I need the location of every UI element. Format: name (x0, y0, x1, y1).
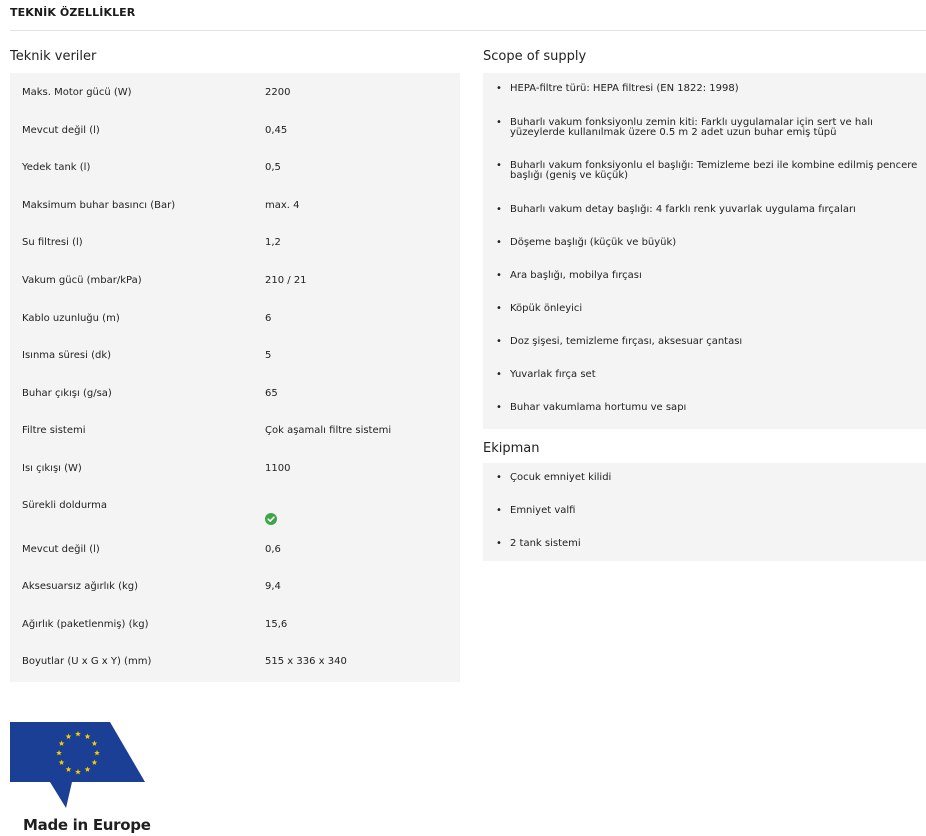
list-item (483, 226, 926, 259)
bullet-icon: • (496, 303, 502, 314)
technical-data-heading: Teknik veriler (10, 49, 97, 64)
table-row (10, 450, 460, 488)
row-label: Maksimum buhar basıncı (Bar) (22, 199, 176, 211)
list-item-text: Ara başlığı, mobilya fırçası (510, 270, 642, 281)
list-item-text: Buharlı vakum fonksiyonlu el başlığı: Temizleme bezi ile kombine edilmiş pencere başlığı (geniş ve küçük) (510, 160, 918, 181)
list-item (483, 151, 926, 193)
row-label: Isı çıkışı (W) (22, 462, 82, 474)
row-label: Boyutlar (U x G x Y) (mm) (22, 656, 152, 668)
row-label: Isınma süresi (dk) (22, 350, 112, 362)
bullet-icon: • (496, 83, 502, 94)
row-value: 6 (265, 312, 272, 324)
technical-data-section (10, 49, 460, 682)
table-row (10, 337, 460, 375)
table-row (10, 187, 460, 225)
list-item-text: Buhar vakumlama hortumu ve sapı (510, 402, 687, 413)
row-value: 0,45 (265, 124, 288, 136)
list-item-text: Döşeme başlığı (küçük ve büyük) (510, 237, 677, 248)
row-value: 65 (265, 387, 278, 399)
list-item (483, 391, 926, 429)
row-label: Su filtresi (l) (22, 237, 83, 249)
table-row (10, 262, 460, 300)
row-label: Mevcut değil (l) (22, 124, 100, 136)
table-row (10, 300, 460, 338)
row-label: Buhar çıkışı (g/sa) (22, 387, 112, 399)
equipment-list (483, 463, 926, 561)
list-item-text: Buharlı vakum detay başlığı: 4 farklı renk yuvarlak uygulama fırçaları (510, 204, 856, 215)
list-item (483, 496, 926, 529)
table-row (10, 643, 460, 681)
bullet-icon: • (496, 117, 502, 128)
row-value: 9,4 (265, 581, 281, 593)
row-value: 5 (265, 350, 272, 362)
table-row (10, 74, 460, 112)
list-item (483, 259, 926, 292)
table-row (10, 149, 460, 187)
list-item (483, 193, 926, 226)
table-row (10, 488, 460, 531)
list-item (483, 73, 926, 106)
scope-of-supply-section (483, 49, 926, 429)
table-row (10, 531, 460, 569)
row-value: 2200 (265, 87, 291, 98)
equipment-heading: Ekipman (483, 441, 540, 456)
technical-data-table (10, 73, 460, 682)
bullet-icon: • (496, 160, 502, 171)
row-value: 210 / 21 (265, 274, 307, 286)
row-value: 1,2 (265, 237, 281, 249)
table-row (10, 375, 460, 413)
list-item-text: 2 tank sistemi (510, 538, 581, 549)
table-row (10, 112, 460, 150)
row-value: 515 x 336 x 340 (265, 656, 347, 668)
row-label: Yedek tank (l) (22, 162, 91, 174)
check-circle-icon (265, 513, 277, 525)
bullet-icon: • (496, 538, 502, 549)
list-item (483, 358, 926, 391)
made-in-europe-label: Made in Europe (23, 816, 151, 834)
row-label: Ağırlık (paketlenmiş) (kg) (22, 618, 149, 630)
scope-of-supply-heading: Scope of supply (483, 49, 587, 64)
bullet-icon: • (496, 270, 502, 281)
list-item-text: HEPA-filtre türü: HEPA filtresi (EN 1822: 1998) (510, 83, 739, 94)
row-value: 0,5 (265, 162, 281, 174)
bullet-icon: • (496, 336, 502, 347)
row-value: Çok aşamalı filtre sistemi (265, 425, 392, 437)
row-label: Vakum gücü (mbar/kPa) (22, 274, 142, 286)
row-label: Aksesuarsız ağırlık (kg) (22, 581, 139, 593)
list-item (483, 292, 926, 325)
bullet-icon: • (496, 204, 502, 215)
list-item (483, 529, 926, 561)
table-row (10, 412, 460, 450)
page-title: TEKNİK ÖZELLİKLER (10, 6, 136, 19)
row-label: Filtre sistemi (22, 425, 86, 437)
table-row (10, 568, 460, 606)
row-label: Sürekli doldurma (22, 499, 107, 511)
list-item (483, 325, 926, 358)
list-item-text: Yuvarlak fırça set (510, 369, 596, 380)
row-value: 15,6 (265, 618, 288, 630)
bullet-icon: • (496, 472, 502, 483)
table-row (10, 606, 460, 644)
list-item-text: Köpük önleyici (510, 303, 583, 314)
row-label: Kablo uzunluğu (m) (22, 312, 120, 324)
list-item-text: Emniyet valfi (510, 505, 576, 516)
list-item-text: Buharlı vakum fonksiyonlu zemin kiti: Farklı uygulamalar için sert ve halı yüzeylerde kullanılmak üzere 0.5 m 2 adet uzun buhar emiş tüpü (510, 117, 873, 138)
table-row (10, 224, 460, 262)
bullet-icon: • (496, 505, 502, 516)
row-value: 0,6 (265, 543, 281, 555)
list-item (483, 463, 926, 496)
row-value: 1100 (265, 462, 291, 474)
row-label: Maks. Motor gücü (W) (22, 87, 132, 98)
list-item-text: Doz şişesi, temizleme fırçası, aksesuar çantası (510, 336, 743, 347)
row-value: max. 4 (265, 199, 300, 211)
list-item-text: Çocuk emniyet kilidi (510, 472, 612, 483)
bullet-icon: • (496, 402, 502, 413)
bullet-icon: • (496, 237, 502, 248)
list-item (483, 106, 926, 151)
title-divider (10, 30, 926, 31)
scope-of-supply-list (483, 73, 926, 429)
bullet-icon: • (496, 369, 502, 380)
row-label: Mevcut değil (l) (22, 543, 100, 555)
